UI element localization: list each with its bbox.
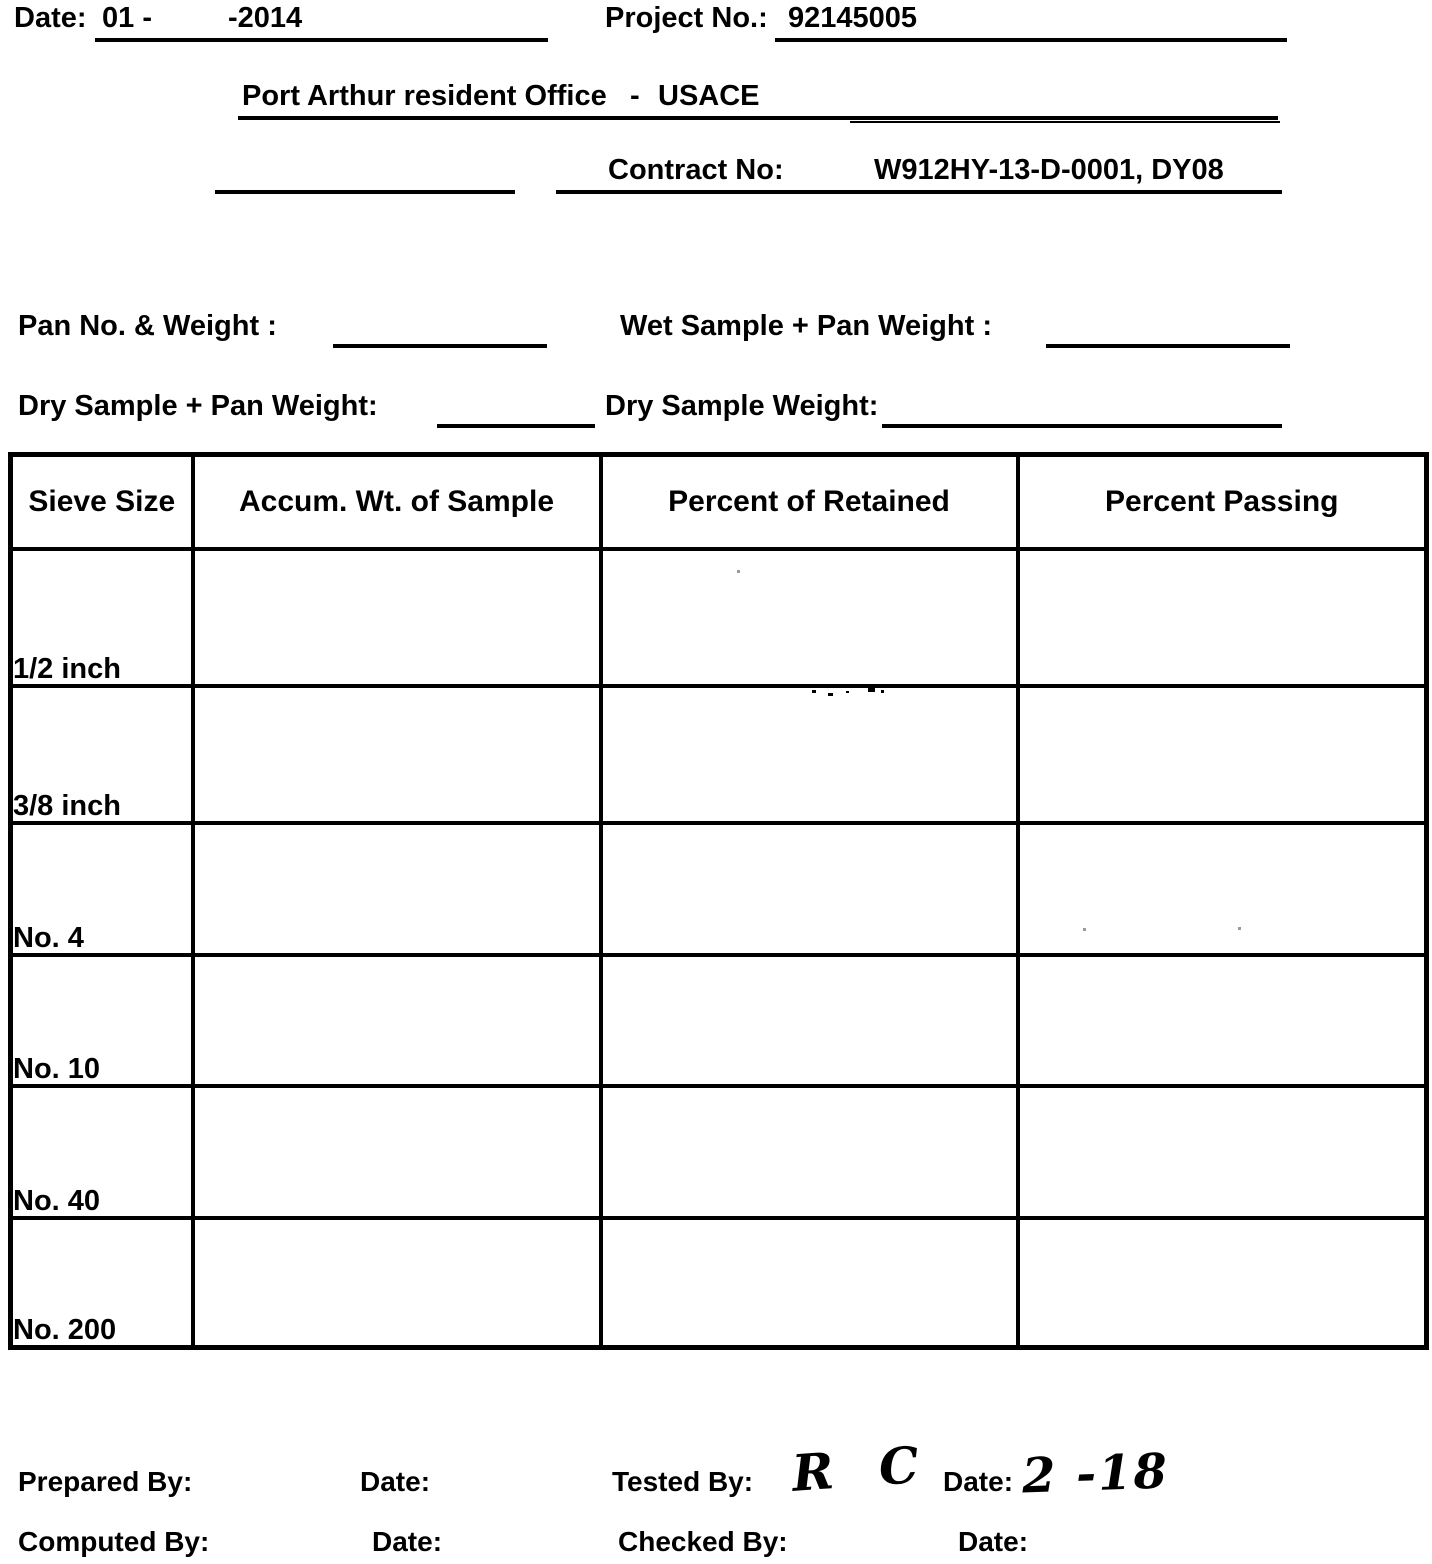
accum-wt-cell <box>193 686 601 823</box>
computed-date-label: Date: <box>372 1526 443 1557</box>
table-header-row <box>11 455 1427 549</box>
office-separator: - <box>630 80 640 112</box>
percent-passing-cell <box>1018 686 1427 823</box>
date-underline <box>95 38 548 42</box>
blank-underline <box>215 190 515 194</box>
dry-pan-underline <box>437 424 595 428</box>
sieve-size-cell: 1/2 inch <box>11 549 193 686</box>
checked-date-label: Date: <box>958 1526 1029 1557</box>
table-row <box>11 686 1427 823</box>
dry-sample-underline <box>882 424 1282 428</box>
office-name: Port Arthur resident Office <box>242 80 607 112</box>
sieve-size-cell: No. 40 <box>11 1086 193 1218</box>
accum-wt-cell <box>193 955 601 1086</box>
tested-date-label: Date: <box>943 1466 1014 1497</box>
scan-speck <box>881 690 884 693</box>
contract-no-value: W912HY-13-D-0001, DY08 <box>874 154 1224 186</box>
sieve-size-cell: No. 10 <box>11 955 193 1086</box>
project-no-label: Project No.: <box>605 2 768 34</box>
sieve-size-cell: No. 200 <box>11 1218 193 1348</box>
table-row <box>11 549 1427 686</box>
date-value-prefix: 01 - <box>102 2 152 34</box>
percent-retained-cell <box>601 549 1018 686</box>
header-percent-passing: Percent Passing <box>1018 455 1427 549</box>
scan-speck <box>812 690 816 693</box>
table-row <box>11 823 1427 955</box>
contract-no-label: Contract No: <box>608 154 784 186</box>
scan-speck <box>1238 927 1241 930</box>
project-no-underline <box>775 38 1287 42</box>
prepared-date-label: Date: <box>360 1466 431 1497</box>
scan-speck <box>828 693 833 696</box>
table-row <box>11 1218 1427 1348</box>
dry-sample-label: Dry Sample Weight: <box>605 390 879 422</box>
tested-by-signature: R C <box>790 1434 935 1503</box>
accum-wt-cell <box>193 823 601 955</box>
header-percent-retained: Percent of Retained <box>601 455 1018 549</box>
wet-sample-label: Wet Sample + Pan Weight : <box>620 310 992 342</box>
wet-sample-underline <box>1046 344 1290 348</box>
percent-passing-cell <box>1018 1086 1427 1218</box>
table-row <box>11 1086 1427 1218</box>
header-accum-wt: Accum. Wt. of Sample <box>193 455 601 549</box>
accum-wt-cell <box>193 1086 601 1218</box>
scan-speck <box>737 570 740 573</box>
percent-retained-cell <box>601 686 1018 823</box>
accum-wt-cell <box>193 549 601 686</box>
computed-by-label: Computed By: <box>18 1526 210 1557</box>
percent-retained-cell <box>601 955 1018 1086</box>
office-underline-artifact <box>850 121 1280 123</box>
sieve-size-cell: 3/8 inch <box>11 686 193 823</box>
percent-retained-cell <box>601 1086 1018 1218</box>
percent-passing-cell <box>1018 823 1427 955</box>
contract-no-underline <box>556 190 1282 194</box>
office-underline <box>238 116 1278 120</box>
scan-speck <box>868 687 875 692</box>
office-org: USACE <box>658 80 760 112</box>
accum-wt-cell <box>193 1218 601 1348</box>
project-no-value: 92145005 <box>788 2 918 34</box>
percent-passing-cell <box>1018 955 1427 1086</box>
percent-retained-cell <box>601 823 1018 955</box>
scan-speck <box>1083 928 1086 931</box>
percent-passing-cell <box>1018 549 1427 686</box>
date-value-suffix: -2014 <box>228 2 303 34</box>
dry-pan-label: Dry Sample + Pan Weight: <box>18 390 378 422</box>
date-label: Date: <box>14 2 87 34</box>
table-row <box>11 955 1427 1086</box>
checked-by-label: Checked By: <box>618 1526 788 1557</box>
sieve-size-cell: No. 4 <box>11 823 193 955</box>
prepared-by-label: Prepared By: <box>18 1466 193 1497</box>
percent-passing-cell <box>1018 1218 1427 1348</box>
sieve-table <box>8 452 1429 1350</box>
tested-by-label: Tested By: <box>612 1466 754 1497</box>
percent-retained-cell <box>601 1218 1018 1348</box>
pan-weight-label: Pan No. & Weight : <box>18 310 277 342</box>
pan-weight-underline <box>333 344 547 348</box>
header-sieve-size: Sieve Size <box>11 455 193 549</box>
tested-date-value: 2 -18 <box>1021 1443 1170 1505</box>
scan-speck <box>846 691 849 693</box>
